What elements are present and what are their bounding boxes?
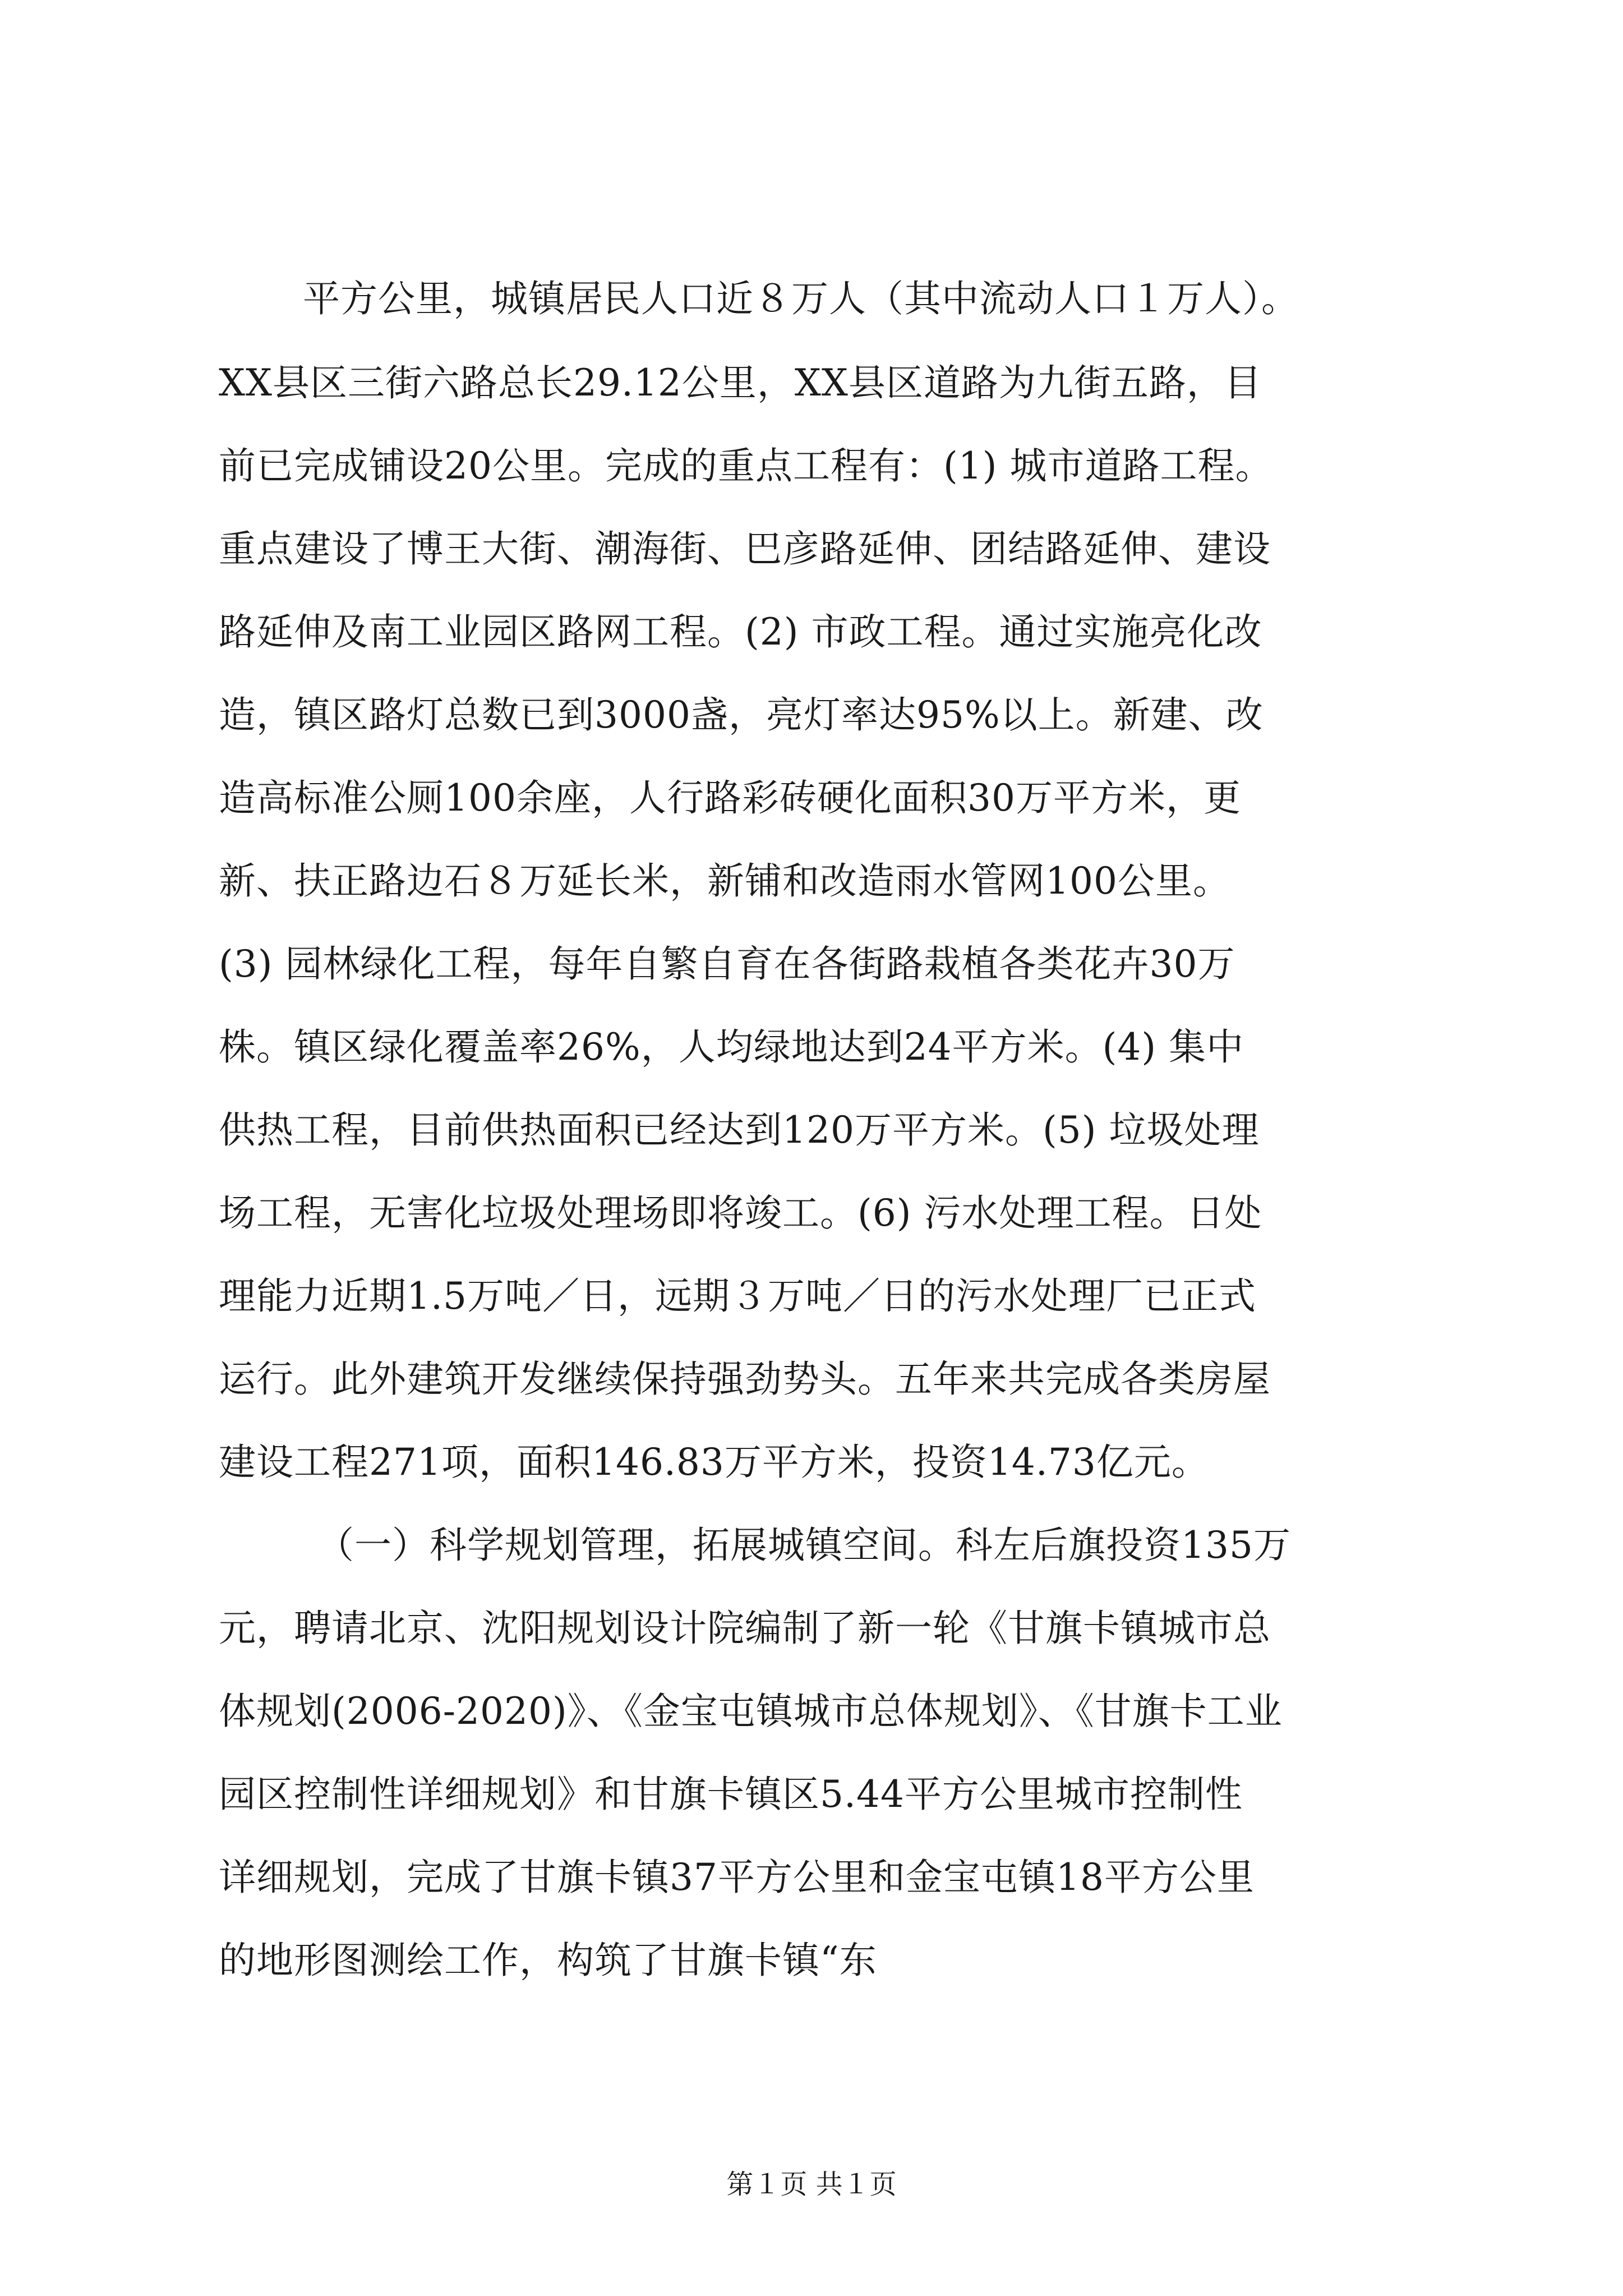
body-line-12: 场工程，无害化垃圾处理场即将竣工。(6) 污水处理工程。日处 xyxy=(219,1191,1262,1235)
body-line-18: 体规划(2006-2020)》、《金宝屯镇城市总体规划》、《甘旗卡工业 xyxy=(219,1690,1283,1733)
body-line-10: 株。镇区绿化覆盖率26%，人均绿地达到24平方米。(4) 集中 xyxy=(219,1025,1244,1069)
body-line-14: 运行。此外建筑开发继续保持强劲势头。五年来共完成各类房屋 xyxy=(219,1358,1271,1401)
body-line-13: 理能力近期1.5万吨／日，远期３万吨／日的污水处理厂已正式 xyxy=(219,1274,1256,1318)
body-line-17: 元，聘请北京、沈阳规划设计院编制了新一轮《甘旗卡镇城市总 xyxy=(219,1607,1271,1650)
body-line-19: 园区控制性详细规划》和甘旗卡镇区5.44平方公里城市控制性 xyxy=(219,1773,1243,1816)
body-line-21: 的地形图测绘工作，构筑了甘旗卡镇“东 xyxy=(219,1939,877,1982)
body-line-5: 路延伸及南工业园区路网工程。(2) 市政工程。通过实施亮化改 xyxy=(219,610,1262,654)
body-line-15: 建设工程271项，面积146.83万平方米，投资14.73亿元。 xyxy=(219,1441,1209,1484)
body-line-8: 新、扶正路边石８万延长米，新铺和改造雨水管网100公里。 xyxy=(219,859,1230,903)
body-line-1: 平方公里，城镇居民人口近８万人（其中流动人口１万人）。 xyxy=(303,277,1299,320)
page-footer: 第１页 共１页 xyxy=(726,2169,897,2200)
body-line-20: 详细规划，完成了甘旗卡镇37平方公里和金宝屯镇18平方公里 xyxy=(219,1856,1255,1899)
body-line-3: 前已完成铺设20公里。完成的重点工程有：(1) 城市道路工程。 xyxy=(219,444,1273,487)
body-line-9: (3) 园林绿化工程，每年自繁自育在各街路栽植各类花卉30万 xyxy=(219,942,1235,986)
body-line-2: XX县区三街六路总长29.12公里，XX县区道路为九街五路，目 xyxy=(219,361,1262,404)
body-line-6: 造，镇区路灯总数已到3000盏，亮灯率达95%以上。新建、改 xyxy=(219,693,1264,737)
body-line-16: （一）科学规划管理，拓展城镇空间。科左后旗投资135万 xyxy=(317,1524,1291,1567)
body-line-11: 供热工程，目前供热面积已经达到120万平方米。(5) 垃圾处理 xyxy=(219,1108,1260,1152)
body-line-4: 重点建设了博王大街、潮海街、巴彦路延伸、团结路延伸、建设 xyxy=(219,527,1271,570)
body-line-7: 造高标准公厕100余座，人行路彩砖硬化面积30万平方米，更 xyxy=(219,776,1241,820)
